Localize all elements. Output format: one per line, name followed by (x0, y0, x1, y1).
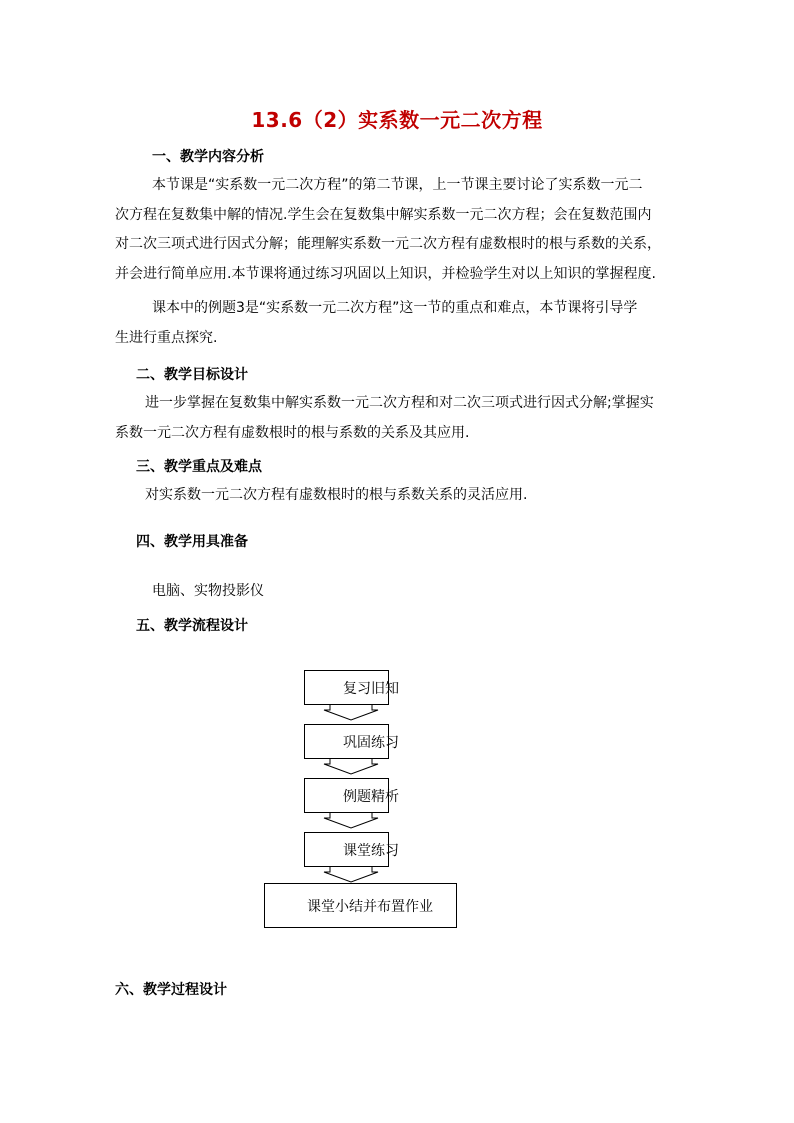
paragraph-line: 课本中的例题3是“实系数一元二次方程”这一节的重点和难点，本节课将引导学 (152, 300, 638, 316)
flow-arrow (324, 812, 378, 828)
section-heading-objectives: 二、教学目标设计 (136, 367, 248, 383)
flow-step-practice (304, 724, 399, 759)
page-title: 13.6（2）实系数一元二次方程 (251, 108, 543, 132)
flow-step-examples (304, 778, 399, 813)
paragraph-line: 对二次三项式进行因式分解；能理解实系数一元二次方程有虚数根时的根与系数的关系， (115, 236, 661, 252)
paragraph-line: 并会进行简单应用.本节课将通过练习巩固以上知识，并检验学生对以上知识的掌握程度. (115, 265, 656, 282)
flow-step-label: 巩固练习 (343, 734, 399, 751)
paragraph-line: 次方程在复数集中解的情况.学生会在复数集中解实系数一元二次方程；会在复数范围内 (115, 206, 652, 223)
flow-arrow (324, 758, 378, 774)
flow-step-classwork (304, 832, 399, 867)
paragraph-line: 本节课是“实系数一元二次方程”的第二节课，上一节课主要讨论了实系数一元二 (152, 177, 643, 193)
key-points-paragraph: 对实系数一元二次方程有虚数根时的根与系数关系的灵活应用. (145, 487, 528, 503)
flow-step-label: 课堂练习 (343, 842, 399, 859)
flow-step-summary-homework (264, 883, 457, 928)
paragraph-line: 系数一元二次方程有虚数根时的根与系数的关系及其应用. (115, 424, 470, 441)
paragraph-line: 生进行重点探究. (115, 329, 218, 346)
section-heading-flow-design: 五、教学流程设计 (136, 618, 248, 634)
flow-arrow (324, 866, 378, 882)
section-heading-tools: 四、教学用具准备 (136, 534, 248, 550)
section-heading-content-analysis: 一、教学内容分析 (152, 149, 264, 165)
flow-step-label: 例题精析 (343, 788, 399, 805)
section-heading-process: 六、教学过程设计 (115, 982, 227, 998)
tools-paragraph: 电脑、实物投影仪 (152, 583, 264, 599)
section-heading-key-points: 三、教学重点及难点 (136, 459, 262, 475)
flow-arrow (324, 704, 378, 720)
flow-step-label: 课堂小结并布置作业 (307, 898, 433, 915)
flow-step-label: 复习旧知 (343, 680, 399, 697)
flow-step-review (304, 670, 399, 705)
paragraph-line: 进一步掌握在复数集中解实系数一元二次方程和对二次三项式进行因式分解;掌握实 (145, 395, 654, 411)
